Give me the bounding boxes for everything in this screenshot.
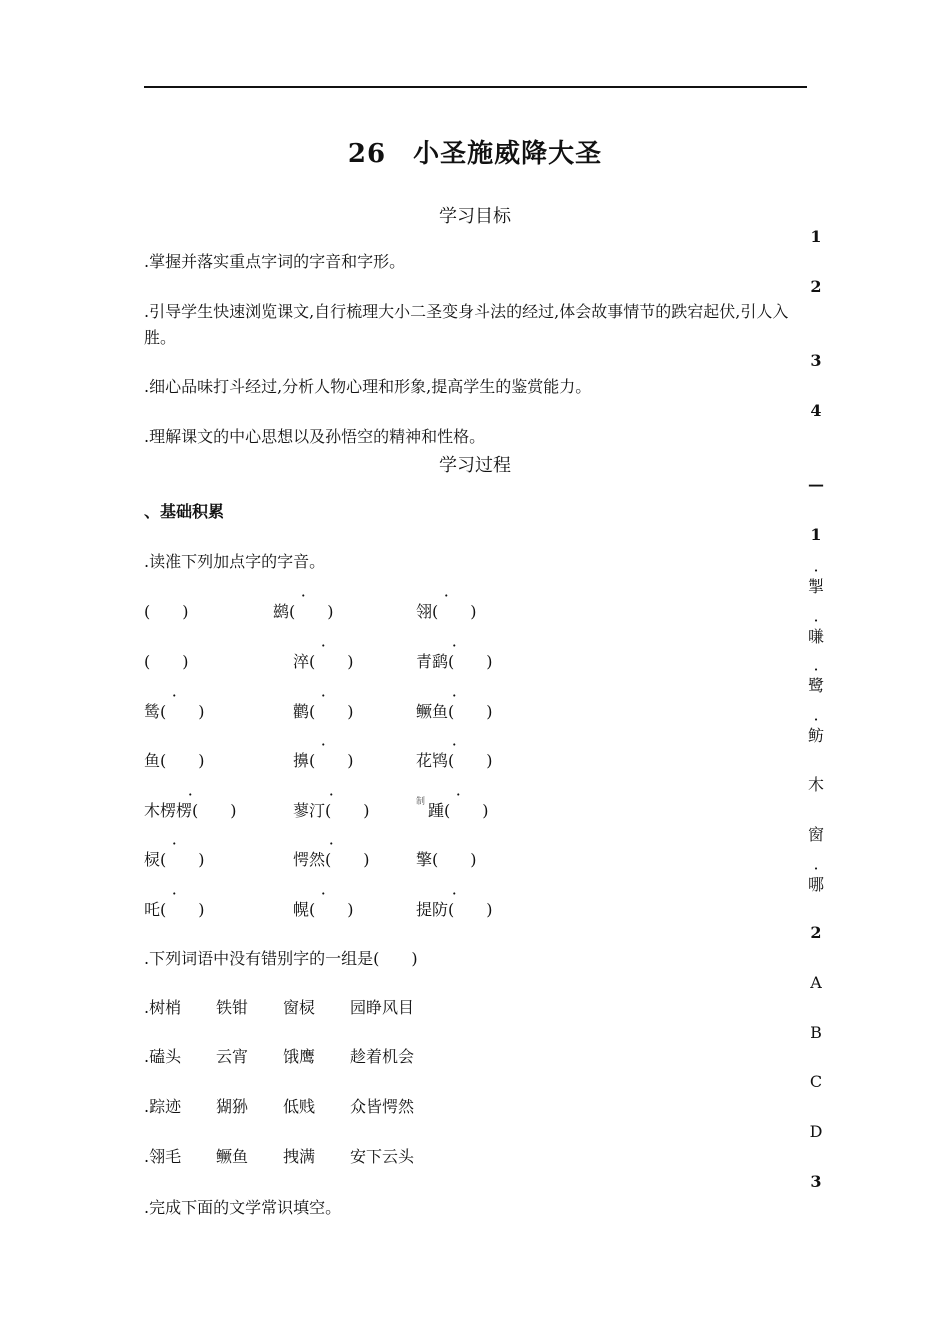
option-word: 铁钳 — [216, 998, 249, 1017]
grid-cell: · 翎( ) — [416, 601, 477, 623]
grid-cell: 鱼( ) — [144, 751, 205, 770]
option-word: 安下云头 — [350, 1147, 415, 1166]
goal-4: .理解课文的中心思想以及孙悟空的精神和性格。 — [144, 427, 486, 446]
option-word: .翎毛 — [144, 1147, 182, 1166]
margin-char: · 嗛 — [806, 626, 826, 648]
part-heading: 、基础积累 — [144, 502, 225, 521]
grid-cell: · 木楞楞( ) — [144, 800, 237, 822]
option-word: 趁着机会 — [350, 1047, 415, 1066]
margin-dash: — — [808, 475, 824, 494]
option-word: 拽满 — [283, 1147, 316, 1166]
margin-char: · 鲂 — [806, 725, 826, 747]
question-2: .下列词语中没有错别字的一组是( ) — [144, 949, 418, 968]
option-word: 饿鹰 — [283, 1047, 316, 1066]
margin-number: 1 — [810, 525, 822, 544]
page-title: 26 小圣施威降大圣 — [347, 139, 603, 169]
margin-number: 3 — [810, 351, 822, 370]
grid-cell: · 愕然( ) — [293, 849, 370, 871]
margin-char: · 哪 — [806, 874, 826, 896]
grid-cell: · 吒( ) — [144, 899, 205, 921]
grid-cell: · 鹳( ) — [293, 701, 354, 723]
question-1: .读准下列加点字的字音。 — [144, 552, 326, 571]
margin-char: 窗 — [807, 825, 824, 844]
margin-letter: D — [809, 1122, 823, 1141]
option-word: 鳜鱼 — [216, 1147, 249, 1166]
grid-cell: · 花鸨( ) — [416, 750, 493, 772]
option-word: 众皆愕然 — [350, 1097, 415, 1116]
margin-letter: B — [810, 1023, 822, 1042]
stray-mark: 制 — [416, 797, 426, 807]
option-word: .磕头 — [144, 1047, 182, 1066]
goal-2: .引导学生快速浏览课文,自行梳理大小二圣变身斗法的经过,体会故事情节的跌宕起伏,引人入胜。 — [144, 302, 789, 347]
grid-cell: ( ) — [144, 652, 189, 671]
goal-3: .细心品味打斗经过,分析人物心理和形象,提高学生的鉴赏能力。 — [144, 377, 592, 396]
option-word: 园睁风目 — [350, 998, 415, 1017]
grid-cell: · 鸶( ) — [144, 701, 205, 723]
grid-cell: · 棂( ) — [144, 849, 205, 871]
option-word: 低贱 — [283, 1097, 316, 1116]
header-rule — [144, 86, 807, 88]
margin-number: 2 — [810, 277, 822, 296]
option-word: .踪迹 — [144, 1097, 182, 1116]
grid-cell: · 青鹞( ) — [416, 651, 493, 673]
margin-number: 1 — [810, 227, 822, 246]
grid-cell: · 幌( ) — [293, 899, 354, 921]
option-word: 窗棂 — [283, 998, 316, 1017]
grid-cell: ( ) — [144, 602, 189, 621]
margin-char: 木 — [807, 775, 824, 794]
grid-cell: · 蓼汀( ) — [293, 800, 370, 822]
grid-cell: · 踵( ) — [428, 800, 489, 822]
margin-number: 4 — [810, 401, 822, 420]
grid-cell: · 提防( ) — [416, 899, 493, 921]
section-heading-goals: 学习目标 — [439, 206, 511, 227]
option-word: .树梢 — [144, 998, 182, 1017]
grid-cell: · 擤( ) — [293, 750, 354, 772]
margin-letter: A — [810, 973, 822, 992]
margin-number: 2 — [810, 923, 822, 942]
goal-1: .掌握并落实重点字词的字音和字形。 — [144, 252, 406, 271]
grid-cell: · 淬( ) — [293, 651, 354, 673]
option-word: 猢狲 — [216, 1097, 249, 1116]
option-word: 云宵 — [216, 1047, 249, 1066]
margin-letter: C — [809, 1072, 823, 1091]
margin-char: · 鹭 — [806, 675, 826, 697]
section-heading-process: 学习过程 — [439, 455, 511, 476]
grid-cell: · 鹚( ) — [273, 601, 334, 623]
grid-cell: 擎( ) — [416, 850, 477, 869]
grid-cell: · 鳜鱼( ) — [416, 701, 493, 723]
margin-char: · 掣 — [806, 576, 826, 598]
question-3: .完成下面的文学常识填空。 — [144, 1198, 342, 1217]
margin-number: 3 — [810, 1172, 822, 1191]
